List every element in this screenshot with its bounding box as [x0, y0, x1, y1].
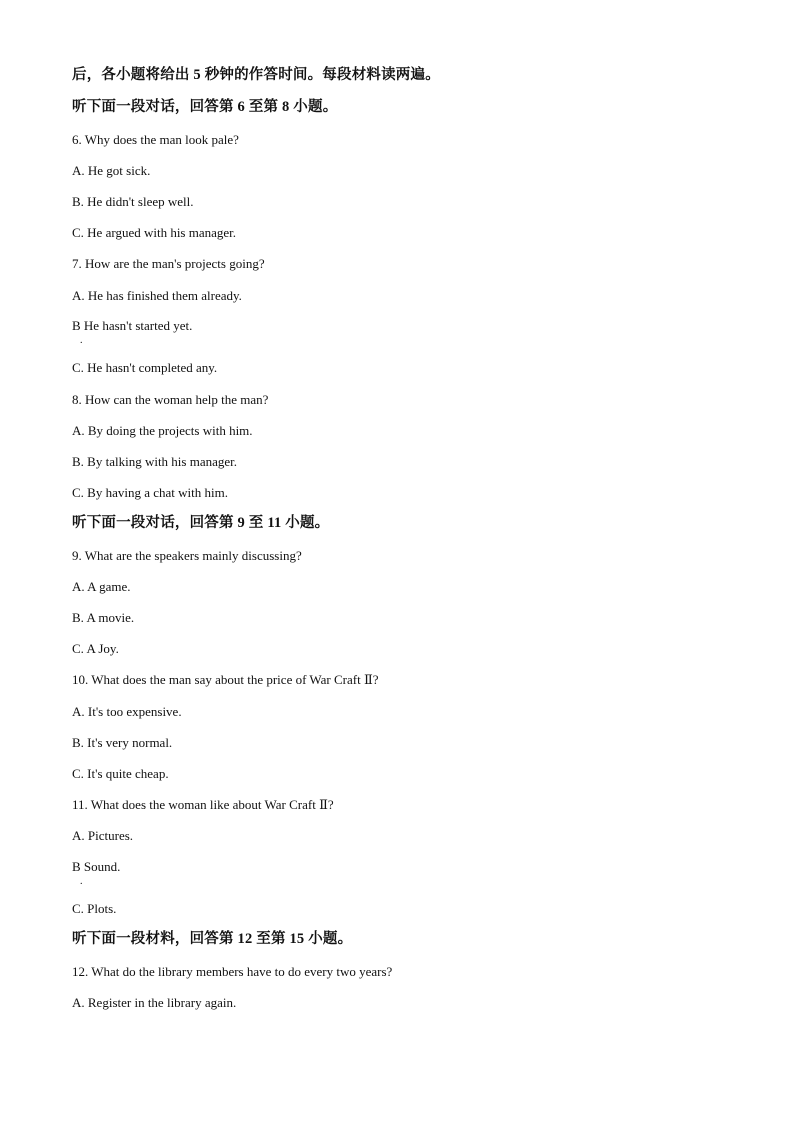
q7-option-b-dot: .: [80, 335, 83, 346]
q6-option-c: C. He argued with his manager.: [72, 225, 237, 240]
q7-option-c: C. He hasn't completed any.: [72, 360, 218, 375]
question-6: 6. Why does the man look pale?: [72, 132, 239, 147]
q11-option-b: B Sound.: [72, 859, 121, 874]
instruction-continuation: 后，各小题将给出 5 秒钟的作答时间。每段材料读两遍。: [72, 67, 440, 83]
q9-option-c: C. A Joy.: [72, 641, 119, 656]
q10-option-c: C. It's quite cheap.: [72, 766, 169, 781]
question-9: 9. What are the speakers mainly discussing?: [72, 548, 302, 563]
q12-option-a: A. Register in the library again.: [72, 995, 237, 1010]
question-8: 8. How can the woman help the man?: [72, 392, 269, 407]
q10-option-b: B. It's very normal.: [72, 735, 173, 750]
q9-option-a: A. A game.: [72, 579, 131, 594]
section-heading-9-11: 听下面一段对话，回答第 9 至 11 小题。: [72, 515, 330, 531]
q8-option-c: C. By having a chat with him.: [72, 485, 228, 500]
q7-option-b: B He hasn't started yet.: [72, 318, 193, 333]
q11-option-a: A. Pictures.: [72, 828, 134, 843]
q10-option-a: A. It's too expensive.: [72, 704, 182, 719]
q7-option-a: A. He has finished them already.: [72, 288, 242, 303]
q9-option-b: B. A movie.: [72, 610, 135, 625]
q8-option-b: B. By talking with his manager.: [72, 454, 238, 469]
question-7: 7. How are the man's projects going?: [72, 256, 265, 271]
q6-option-b: B. He didn't sleep well.: [72, 194, 194, 209]
question-12: 12. What do the library members have to do every two years?: [72, 964, 393, 979]
q11-option-c: C. Plots.: [72, 901, 117, 916]
q11-option-b-dot: .: [80, 876, 83, 887]
q8-option-a: A. By doing the projects with him.: [72, 423, 253, 438]
question-11: 11. What does the woman like about War Craft Ⅱ?: [72, 797, 334, 812]
q6-option-a: A. He got sick.: [72, 163, 151, 178]
section-heading-12-15: 听下面一段材料，回答第 12 至第 15 小题。: [72, 931, 353, 947]
section-heading-6-8: 听下面一段对话，回答第 6 至第 8 小题。: [72, 99, 338, 115]
question-10: 10. What does the man say about the price of War Craft Ⅱ?: [72, 672, 379, 687]
